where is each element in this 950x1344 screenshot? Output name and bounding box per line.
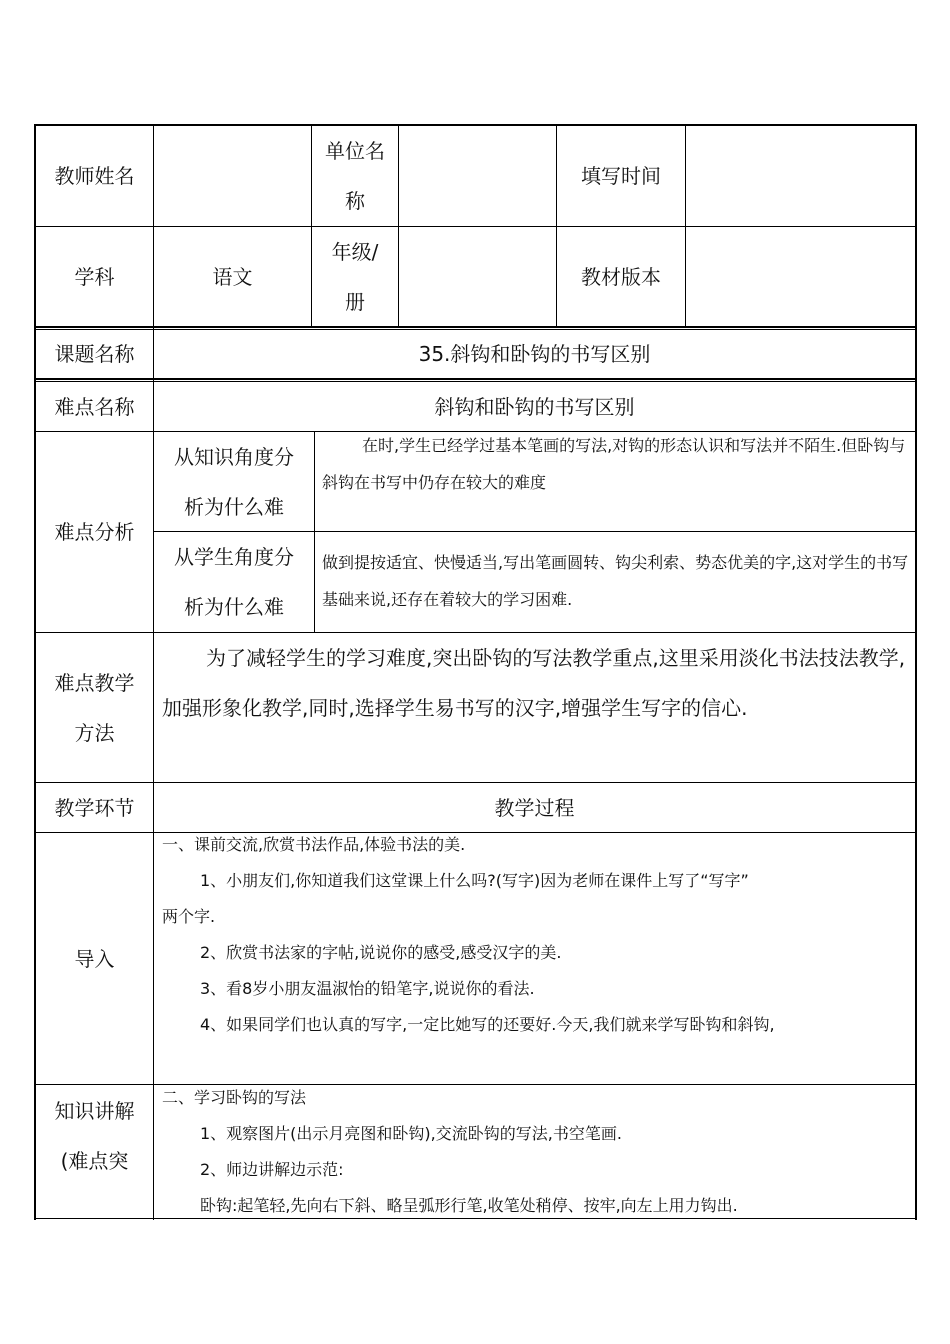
table-bottom-edge [34,1218,917,1219]
intro-label: 导入 [74,946,115,971]
intro-line: 1、小朋友们,你知道我们这堂课上什么吗?(写字)因为老师在课件上写了“写字” [200,871,749,890]
method-label-line1: 难点教学 [54,670,135,695]
knowledge-angle-label [154,432,314,531]
intro-content [162,827,914,1043]
grade-label-line1: 年级/ [331,239,379,264]
knowledge-angle-label-line1: 从知识角度分 [174,444,294,469]
knowledge-explain-label [36,1086,153,1186]
table-right-border [915,124,917,1220]
unit-name-field[interactable] [399,126,556,226]
unit-name-label-line1: 单位名 [325,139,385,163]
fill-date-label: 填写时间 [581,164,661,188]
grade-label [312,227,398,326]
analysis-label: 难点分析 [54,520,135,544]
topic-value: 35.斜钩和卧钩的书写区别 [418,342,651,366]
knowledge-line: 卧钩:起笔轻,先向右下斜、略呈弧形行笔,收笔处稍停、按牢,向左上用力钩出. [200,1196,738,1215]
student-angle-text: 做到提按适宜、快慢适当,写出笔画圆转、钩尖利索、势态优美的字,这对学生的书写基础来说,还存在着较大的学习困难. [322,553,909,609]
difficulty-label: 难点名称 [54,394,135,419]
row-divider [34,326,917,328]
knowledge-line: 二、学习卧钩的写法 [162,1088,307,1107]
knowledge-explain-label-line2: (难点突 [60,1149,129,1173]
stage-header: 教学环节 [54,795,135,820]
knowledge-line: 2、师边讲解边示范: [200,1160,344,1179]
topic-label: 课题名称 [54,342,135,366]
teacher-name-field[interactable] [154,126,311,226]
subject-label: 学科 [74,264,115,289]
method-label-line2: 方法 [74,720,115,745]
student-angle-label-line2: 析为什么难 [184,595,284,619]
subject-value: 语文 [212,264,253,289]
method-label [36,633,153,782]
edition-field[interactable] [686,227,915,326]
intro-line: 两个字. [162,907,216,926]
intro-line: 2、欣赏书法家的字帖,说说你的感受,感受汉字的美. [200,943,562,962]
intro-line: 4、如果同学们也认真的写字,一定比她写的还要好.今天,我们就来学写卧钩和斜钩, [200,1015,775,1034]
unit-name-label [312,126,398,226]
unit-name-label-line2: 称 [345,189,365,213]
grade-field[interactable] [399,227,556,326]
method-text: 为了减轻学生的学习难度,突出卧钩的写法教学重点,这里采用淡化书法技法教学,加强形象化教学,同时,选择学生易书写的汉字,增强学生写字的信心. [162,646,906,720]
knowledge-explain-label-line1: 知识讲解 [54,1099,135,1123]
teacher-name-label: 教师姓名 [54,164,135,188]
process-header: 教学过程 [494,795,575,820]
knowledge-angle-text: 在时,学生已经学过基本笔画的写法,对钩的形态认识和写法并不陌生.但卧钩与斜钩在书写中仍存在较大的难度 [322,436,906,492]
grade-label-line2: 册 [345,289,365,314]
intro-line: 一、课前交流,欣赏书法作品,体验书法的美. [162,835,466,854]
student-angle-label [154,532,314,632]
knowledge-angle-label-line2: 析为什么难 [184,494,284,519]
difficulty-value: 斜钩和卧钩的书写区别 [434,394,635,419]
knowledge-explain-content [162,1080,914,1224]
fill-date-field[interactable] [686,126,915,226]
intro-line: 3、看8岁小朋友温淑怡的铅笔字,说说你的看法. [200,979,535,998]
student-angle-label-line1: 从学生角度分 [174,545,294,569]
knowledge-line: 1、观察图片(出示月亮图和卧钩),交流卧钩的写法,书空笔画. [200,1124,622,1143]
col-divider [314,431,315,632]
edition-label: 教材版本 [581,264,661,289]
